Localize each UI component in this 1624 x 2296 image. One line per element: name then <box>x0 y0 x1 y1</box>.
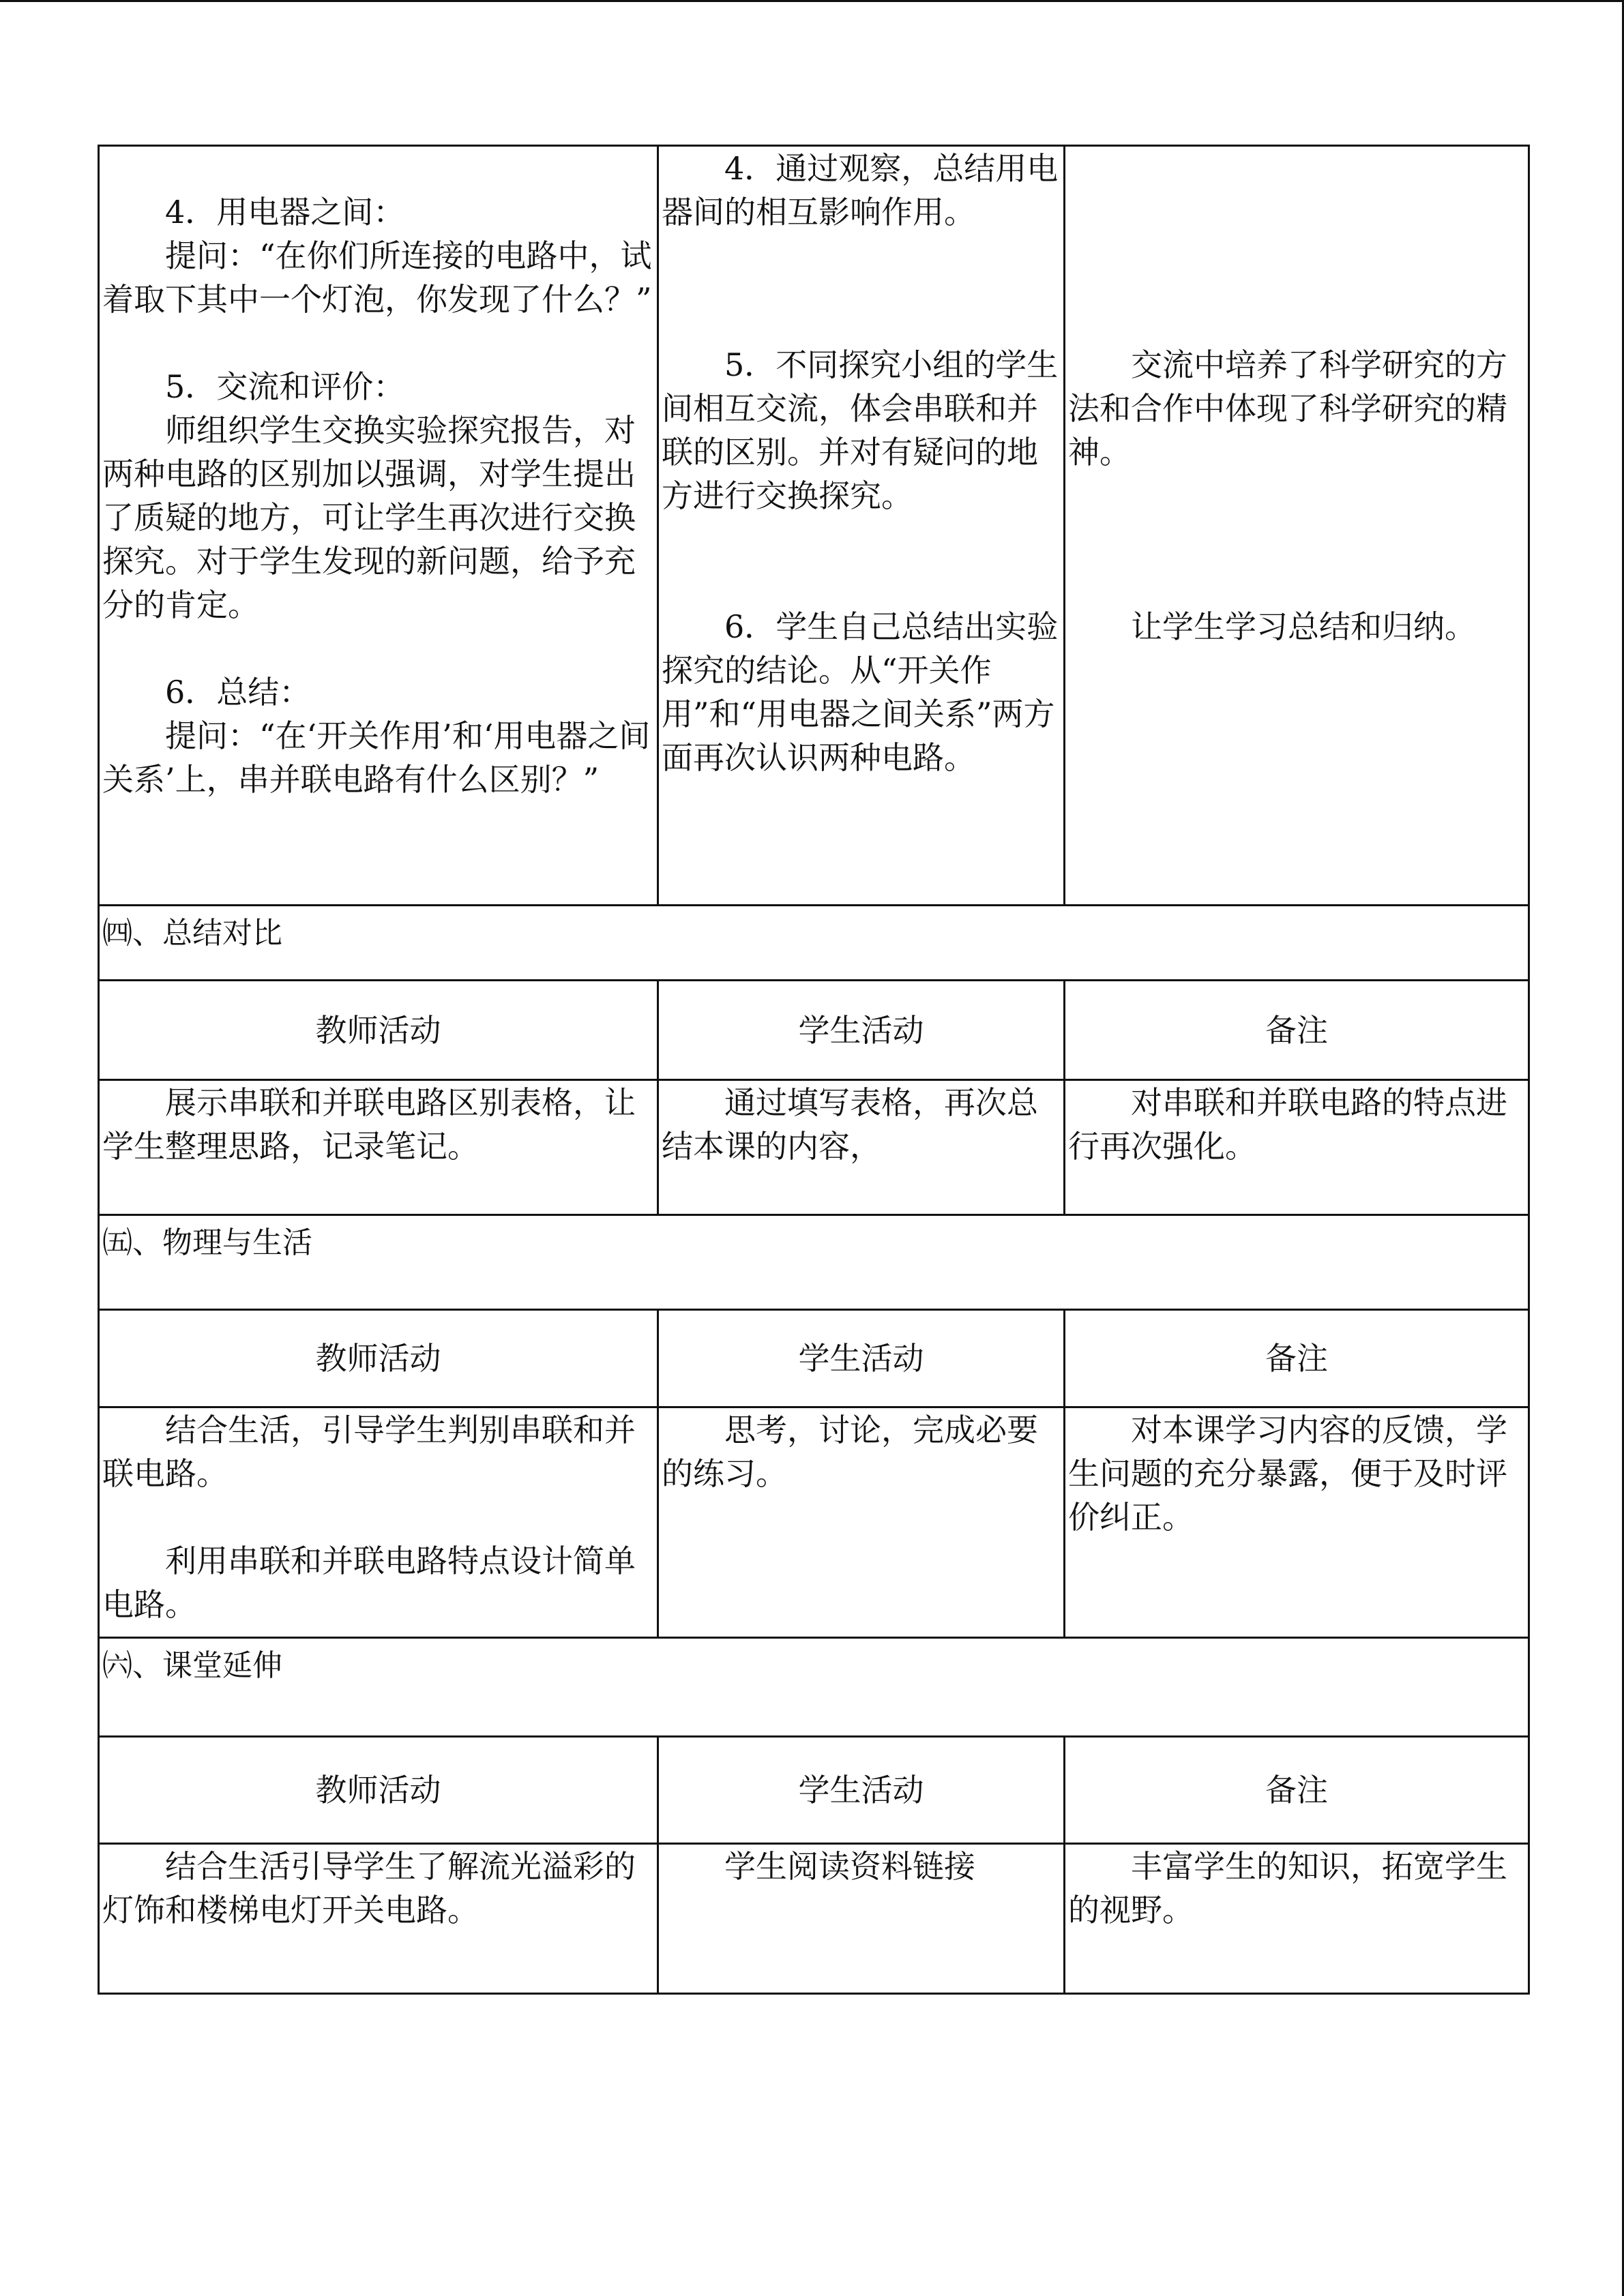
teacher-text: 展示串联和并联电路区别表格，让学生整理思路，记录笔记。 <box>102 1084 636 1165</box>
student-activity-cell <box>658 1407 1065 1638</box>
teacher-text: 结合生活，引导学生判别串联和并联电路。 <box>102 1412 636 1492</box>
teacher-step6-title: 6．总结： <box>165 674 311 711</box>
student-activity-cell <box>658 1844 1065 1994</box>
column-header-row <box>99 1737 1529 1844</box>
student-activity-cell <box>658 146 1065 906</box>
section-header-row <box>99 1638 1529 1737</box>
content-row <box>99 1080 1529 1215</box>
teacher-activity-cell <box>99 1080 658 1215</box>
column-header-row <box>99 1310 1529 1407</box>
section-header-row <box>99 906 1529 981</box>
section-header-row <box>99 1215 1529 1310</box>
header-student: 学生活动 <box>658 981 1065 1080</box>
notes-cell <box>1065 146 1529 906</box>
header-teacher: 教师活动 <box>99 1737 658 1844</box>
column-header-row <box>99 981 1529 1080</box>
page-top-border <box>0 0 1624 2</box>
continuation-row <box>99 146 1529 906</box>
teacher-text-2: 利用串联和并联电路特点设计简单电路。 <box>102 1542 636 1623</box>
student-text: 学生阅读资料链接 <box>724 1848 975 1885</box>
notes-cell <box>1065 1407 1529 1638</box>
teacher-text: 结合生活引导学生了解流光溢彩的灯饰和楼梯电灯开关电路。 <box>102 1848 636 1928</box>
student-text: 思考，讨论，完成必要的练习。 <box>662 1412 1038 1492</box>
header-teacher: 教师活动 <box>99 981 658 1080</box>
header-notes: 备注 <box>1065 1737 1529 1844</box>
content-row <box>99 1844 1529 1994</box>
notes-text: 对本课学习内容的反馈，学生问题的充分暴露，便于及时评价纠正。 <box>1068 1412 1507 1536</box>
content-row <box>99 1407 1529 1638</box>
header-notes: 备注 <box>1065 1310 1529 1407</box>
notes-text: 丰富学生的知识，拓宽学生的视野。 <box>1068 1848 1507 1928</box>
teacher-step5-text: 师组织学生交换实验探究报告，对两种电路的区别加以强调，对学生提出了质疑的地方，可让学生再次进行交换探究。对于学生发现的新问题，给予充分的肯定。 <box>102 412 636 623</box>
notes-step5: 交流中培养了科学研究的方法和合作中体现了科学研究的精神。 <box>1068 346 1507 471</box>
header-student: 学生活动 <box>658 1737 1065 1844</box>
notes-cell <box>1065 1844 1529 1994</box>
student-text: 通过填写表格，再次总结本课的内容， <box>662 1084 1038 1165</box>
lesson-plan-table <box>98 145 1530 1995</box>
student-step4: 4．通过观察，总结用电器间的相互影响作用。 <box>662 150 1059 230</box>
section-title: ㈣、总结对比 <box>99 906 1529 981</box>
teacher-step4-title: 4．用电器之间： <box>165 194 405 230</box>
notes-text: 对串联和并联电路的特点进行再次强化。 <box>1068 1084 1507 1165</box>
teacher-step6-text: 提问：“在‘开关作用’和‘用电器之间关系’上，串并联电路有什么区别？” <box>102 717 651 798</box>
teacher-activity-cell <box>99 1844 658 1994</box>
teacher-activity-cell <box>99 1407 658 1638</box>
section-title: ㈤、物理与生活 <box>99 1215 1529 1310</box>
teacher-step5-title: 5．交流和评价： <box>165 368 405 405</box>
teacher-activity-cell <box>99 146 658 906</box>
header-teacher: 教师活动 <box>99 1310 658 1407</box>
student-step5: 5．不同探究小组的学生间相互交流，体会串联和并联的区别。并对有疑问的地方进行交换探究。 <box>662 346 1059 514</box>
section-title: ㈥、课堂延伸 <box>99 1638 1529 1737</box>
student-step6: 6．学生自己总结出实验探究的结论。从“开关作用”和“用电器之间关系”两方面再次认识两种电路。 <box>662 608 1059 776</box>
teacher-step4-text: 提问：“在你们所连接的电路中，试着取下其中一个灯泡，你发现了什么？” <box>102 237 652 318</box>
header-notes: 备注 <box>1065 981 1529 1080</box>
notes-cell <box>1065 1080 1529 1215</box>
student-activity-cell <box>658 1080 1065 1215</box>
header-student: 学生活动 <box>658 1310 1065 1407</box>
notes-step6: 让学生学习总结和归纳。 <box>1131 608 1476 645</box>
